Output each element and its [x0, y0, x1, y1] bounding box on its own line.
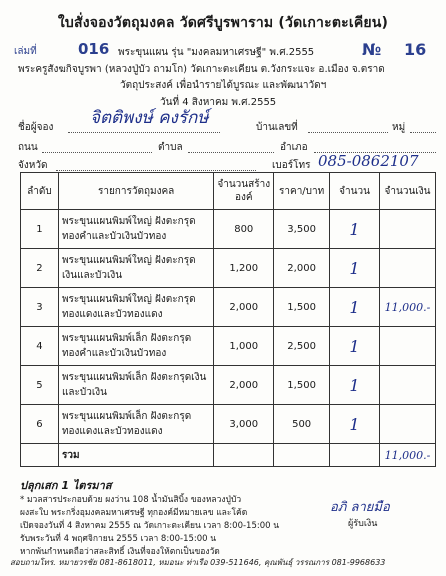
row-item: พระขุนแผนพิมพ์ใหญ่ ฝังตะกรุดทองคำและบัวเงินบัวทอง: [58, 210, 213, 249]
phone-label: เบอร์โทร: [272, 160, 311, 171]
contact-footer: สอบถามโทร. หมายวรชัย 081-8618011, หมอนะ ท่าเรือ 039-511646, คุณพันธุ์ วรรณการ 081-9968633: [10, 558, 386, 567]
total-empty: [330, 444, 380, 467]
total-empty: [274, 444, 330, 467]
road-label: ถนน: [18, 142, 38, 153]
table-row: [21, 327, 436, 366]
row-index: 5: [21, 366, 59, 405]
row-item: พระขุนแผนพิมพ์เล็ก ฝังตะกรุดทองคำและบัวเงินบัวทอง: [58, 327, 213, 366]
number-label: №: [362, 40, 382, 59]
row-index: 4: [21, 327, 59, 366]
tambon-dotline[interactable]: [188, 152, 274, 153]
total-empty: [214, 444, 274, 467]
road-dotline[interactable]: [42, 152, 152, 153]
header-made: จำนวนสร้าง องค์: [214, 173, 274, 210]
row-item: พระขุนแผนพิมพ์ใหญ่ ฝังตะกรุดเงินและบัวเงิน: [58, 249, 213, 288]
row-money[interactable]: [379, 210, 435, 249]
temple-address: พระครูสังฆกิจบูรพา (หลวงปู่บัว ถามโก) วัดเกาะตะเคียน ต.วังกระแจะ อ.เมือง จ.ตราด: [18, 64, 385, 75]
row-index: 1: [21, 210, 59, 249]
row-made: 1,200: [214, 249, 274, 288]
purpose-line: วัตถุประสงค์ เพื่อนำรายได้บูรณะ และพัฒนาวัดฯ: [120, 80, 327, 91]
row-price: 500: [274, 405, 330, 444]
date-line: วันที่ 4 สิงหาคม พ.ศ.2555: [160, 97, 277, 108]
row-price: 3,500: [274, 210, 330, 249]
note-line: รับพระวันที่ 4 พฤศจิกายน 2555 เวลา 8:00-15:00 น: [20, 534, 217, 544]
row-price: 1,500: [274, 366, 330, 405]
header-qty: จำนวน: [330, 173, 380, 210]
row-price: 2,500: [274, 327, 330, 366]
row-money[interactable]: [379, 405, 435, 444]
note-line: หากพ้นกำหนดถือว่าสละสิทธิ์ เงินที่จองให้ตกเป็นของวัด: [20, 547, 220, 557]
province-label: จังหวัด: [18, 160, 48, 171]
amphoe-label: อำเภอ: [280, 142, 308, 153]
number-value: 16: [404, 40, 427, 59]
row-made: 3,000: [214, 405, 274, 444]
amulet-edition: พระขุนแผน รุ่น "มงคลมหาเศรษฐี" พ.ศ.2555: [118, 47, 315, 58]
row-qty[interactable]: 1: [330, 405, 380, 444]
receiver-signature: อภิ ลายมือ: [330, 500, 390, 515]
row-made: 1,000: [214, 327, 274, 366]
row-made: 800: [214, 210, 274, 249]
header-price: ราคา/บาท: [274, 173, 330, 210]
row-qty[interactable]: 1: [330, 210, 380, 249]
phone-handwritten[interactable]: 085-0862107: [318, 152, 419, 170]
table-row: [21, 288, 436, 327]
row-item: พระขุนแผนพิมพ์เล็ก ฝังตะกรุดทองแดงและบัวทองแดง: [58, 405, 213, 444]
row-money[interactable]: [379, 249, 435, 288]
moo-dotline[interactable]: [410, 132, 436, 133]
house-dotline[interactable]: [308, 132, 388, 133]
table-row: [21, 249, 436, 288]
house-label: บ้านเลขที่: [256, 122, 298, 133]
row-item: พระขุนแผนพิมพ์ใหญ่ ฝังตะกรุดทองแดงและบัวทองแดง: [58, 288, 213, 327]
slip-title: ใบสั่งจองวัตถุมงคล วัดศรีบูรพาราม (วัดเกาะตะเคียน): [57, 15, 389, 31]
total-value[interactable]: 11,000.-: [379, 444, 435, 467]
book-number: 016: [78, 40, 110, 58]
name-handwritten[interactable]: จิตติพงษ์ คงรักษ์: [90, 108, 209, 128]
name-label: ชื่อผู้จอง: [18, 122, 54, 133]
row-made: 2,000: [214, 288, 274, 327]
tambon-label: ตำบล: [158, 142, 183, 153]
table-row: [21, 210, 436, 249]
table-header-row: [21, 173, 436, 210]
table-row: [21, 405, 436, 444]
moo-label: หมู่: [392, 122, 406, 133]
row-money[interactable]: 11,000.-: [379, 288, 435, 327]
note-line: เปิดจองวันที่ 4 สิงหาคม 2555 ณ วัดเกาะตะเคียน เวลา 8:00-15:00 น: [20, 521, 280, 531]
note-line: * มวลสารประกอบด้วย ผงว่าน 108 น้ำมันสิบิ้ง ของหลวงปู่บัว: [20, 495, 242, 505]
row-made: 2,000: [214, 366, 274, 405]
row-item: พระขุนแผนพิมพ์เล็ก ฝังตะกรุดเงินและบัวเงิน: [58, 366, 213, 405]
row-index: 2: [21, 249, 59, 288]
province-dotline[interactable]: [56, 170, 256, 171]
total-empty: [21, 444, 59, 467]
row-money[interactable]: [379, 366, 435, 405]
items-table: [20, 172, 436, 467]
row-qty[interactable]: 1: [330, 366, 380, 405]
name-dotline: [68, 132, 220, 133]
header-item: รายการวัตถุมงคล: [58, 173, 213, 210]
table-row: [21, 366, 436, 405]
row-index: 3: [21, 288, 59, 327]
total-row: [21, 444, 436, 467]
row-price: 1,500: [274, 288, 330, 327]
row-qty[interactable]: 1: [330, 288, 380, 327]
note-line: ผงสะใบ พระกริ่งอุมงคลมหาเศรษฐี ทุกองค์มีหมายเลข และโค้ด: [20, 508, 248, 518]
total-label: รวม: [58, 444, 213, 467]
header-index: ลำดับ: [21, 173, 59, 210]
book-label: เล่มที่: [14, 46, 37, 57]
row-price: 2,000: [274, 249, 330, 288]
row-qty[interactable]: 1: [330, 249, 380, 288]
receiver-label: ผู้รับเงิน: [348, 519, 378, 529]
row-money[interactable]: [379, 327, 435, 366]
consecration-note: ปลุกเสก 1 ไตรมาส: [20, 479, 112, 492]
row-qty[interactable]: 1: [330, 327, 380, 366]
header-money: จำนวนเงิน: [379, 173, 435, 210]
row-index: 6: [21, 405, 59, 444]
